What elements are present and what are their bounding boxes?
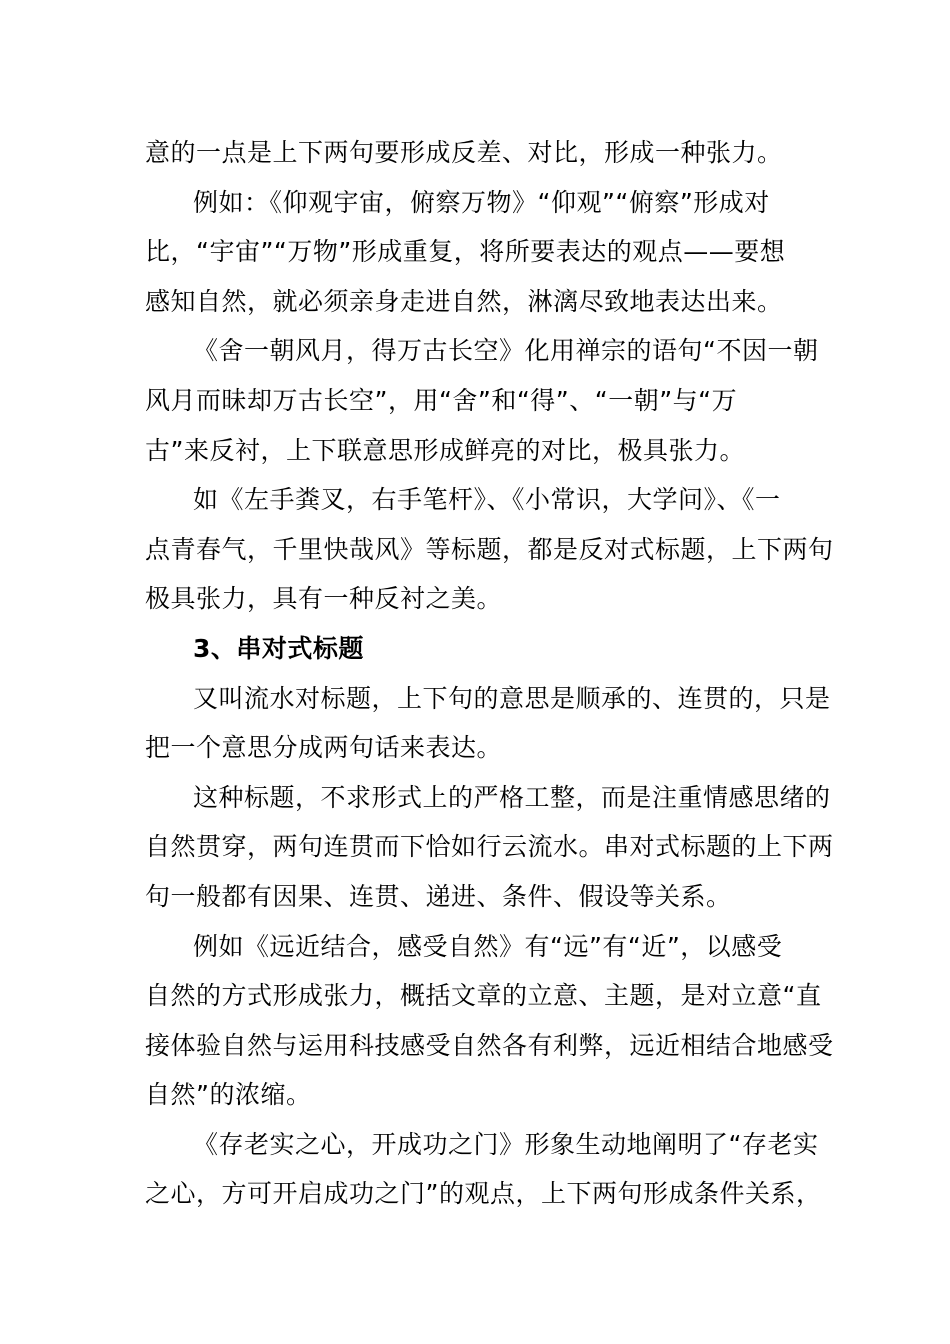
text-line: 之心，方可开启成功之门”的观点，上下两句形成条件关系，	[145, 1179, 822, 1209]
text-line: 例如《远近结合，感受自然》有“远”有“近”，以感受	[193, 931, 783, 961]
text-line: 又叫流水对标题，上下句的意思是顺承的、连贯的，只是	[193, 683, 831, 713]
text-line: 点青春气，千里快哉风》等标题，都是反对式标题，上下两句	[145, 534, 834, 564]
text-line: 句一般都有因果、连贯、递进、条件、假设等关系。	[145, 881, 732, 911]
text-line: 自然贯穿，两句连贯而下恰如行云流水。串对式标题的上下两	[145, 832, 834, 862]
text-line: 《舍一朝风月，得万古长空》化用禅宗的语句“不因一朝	[193, 336, 819, 366]
text-line: 感知自然，就必须亲身走进自然，淋漓尽致地表达出来。	[145, 286, 783, 316]
document-body	[145, 128, 834, 1219]
text-line: 自然”的浓缩。	[145, 1080, 312, 1110]
text-line: 古”来反衬，上下联意思形成鲜亮的对比，极具张力。	[145, 435, 745, 465]
text-line: 例如：《仰观宇宙，俯察万物》“仰观”“俯察”形成对	[193, 187, 770, 217]
text-line: 比，“宇宙”“万物”形成重复，将所要表达的观点——要想	[145, 237, 786, 267]
text-line: 把一个意思分成两句话来表达。	[145, 733, 503, 763]
text-line: 这种标题，不求形式上的严格工整，而是注重情感思绪的	[193, 782, 831, 812]
text-line: 风月而昧却万古长空”，用“舍”和“得”、“一朝”与“万	[145, 385, 738, 415]
section-heading: 3、串对式标题	[193, 633, 364, 663]
text-line: 如《左手粪叉，右手笔杆》、《小常识，大学问》、《一	[193, 485, 781, 515]
text-line: 自然的方式形成张力，概括文章的立意、主题，是对立意“直	[145, 981, 822, 1011]
text-line: 《存老实之心，开成功之门》形象生动地阐明了“存老实	[193, 1129, 819, 1159]
text-line: 接体验自然与运用科技感受自然各有利弊，远近相结合地感受	[145, 1030, 834, 1060]
text-line: 意的一点是上下两句要形成反差、对比，形成一种张力。	[145, 138, 783, 167]
text-line: 极具张力，具有一种反衬之美。	[145, 584, 503, 614]
